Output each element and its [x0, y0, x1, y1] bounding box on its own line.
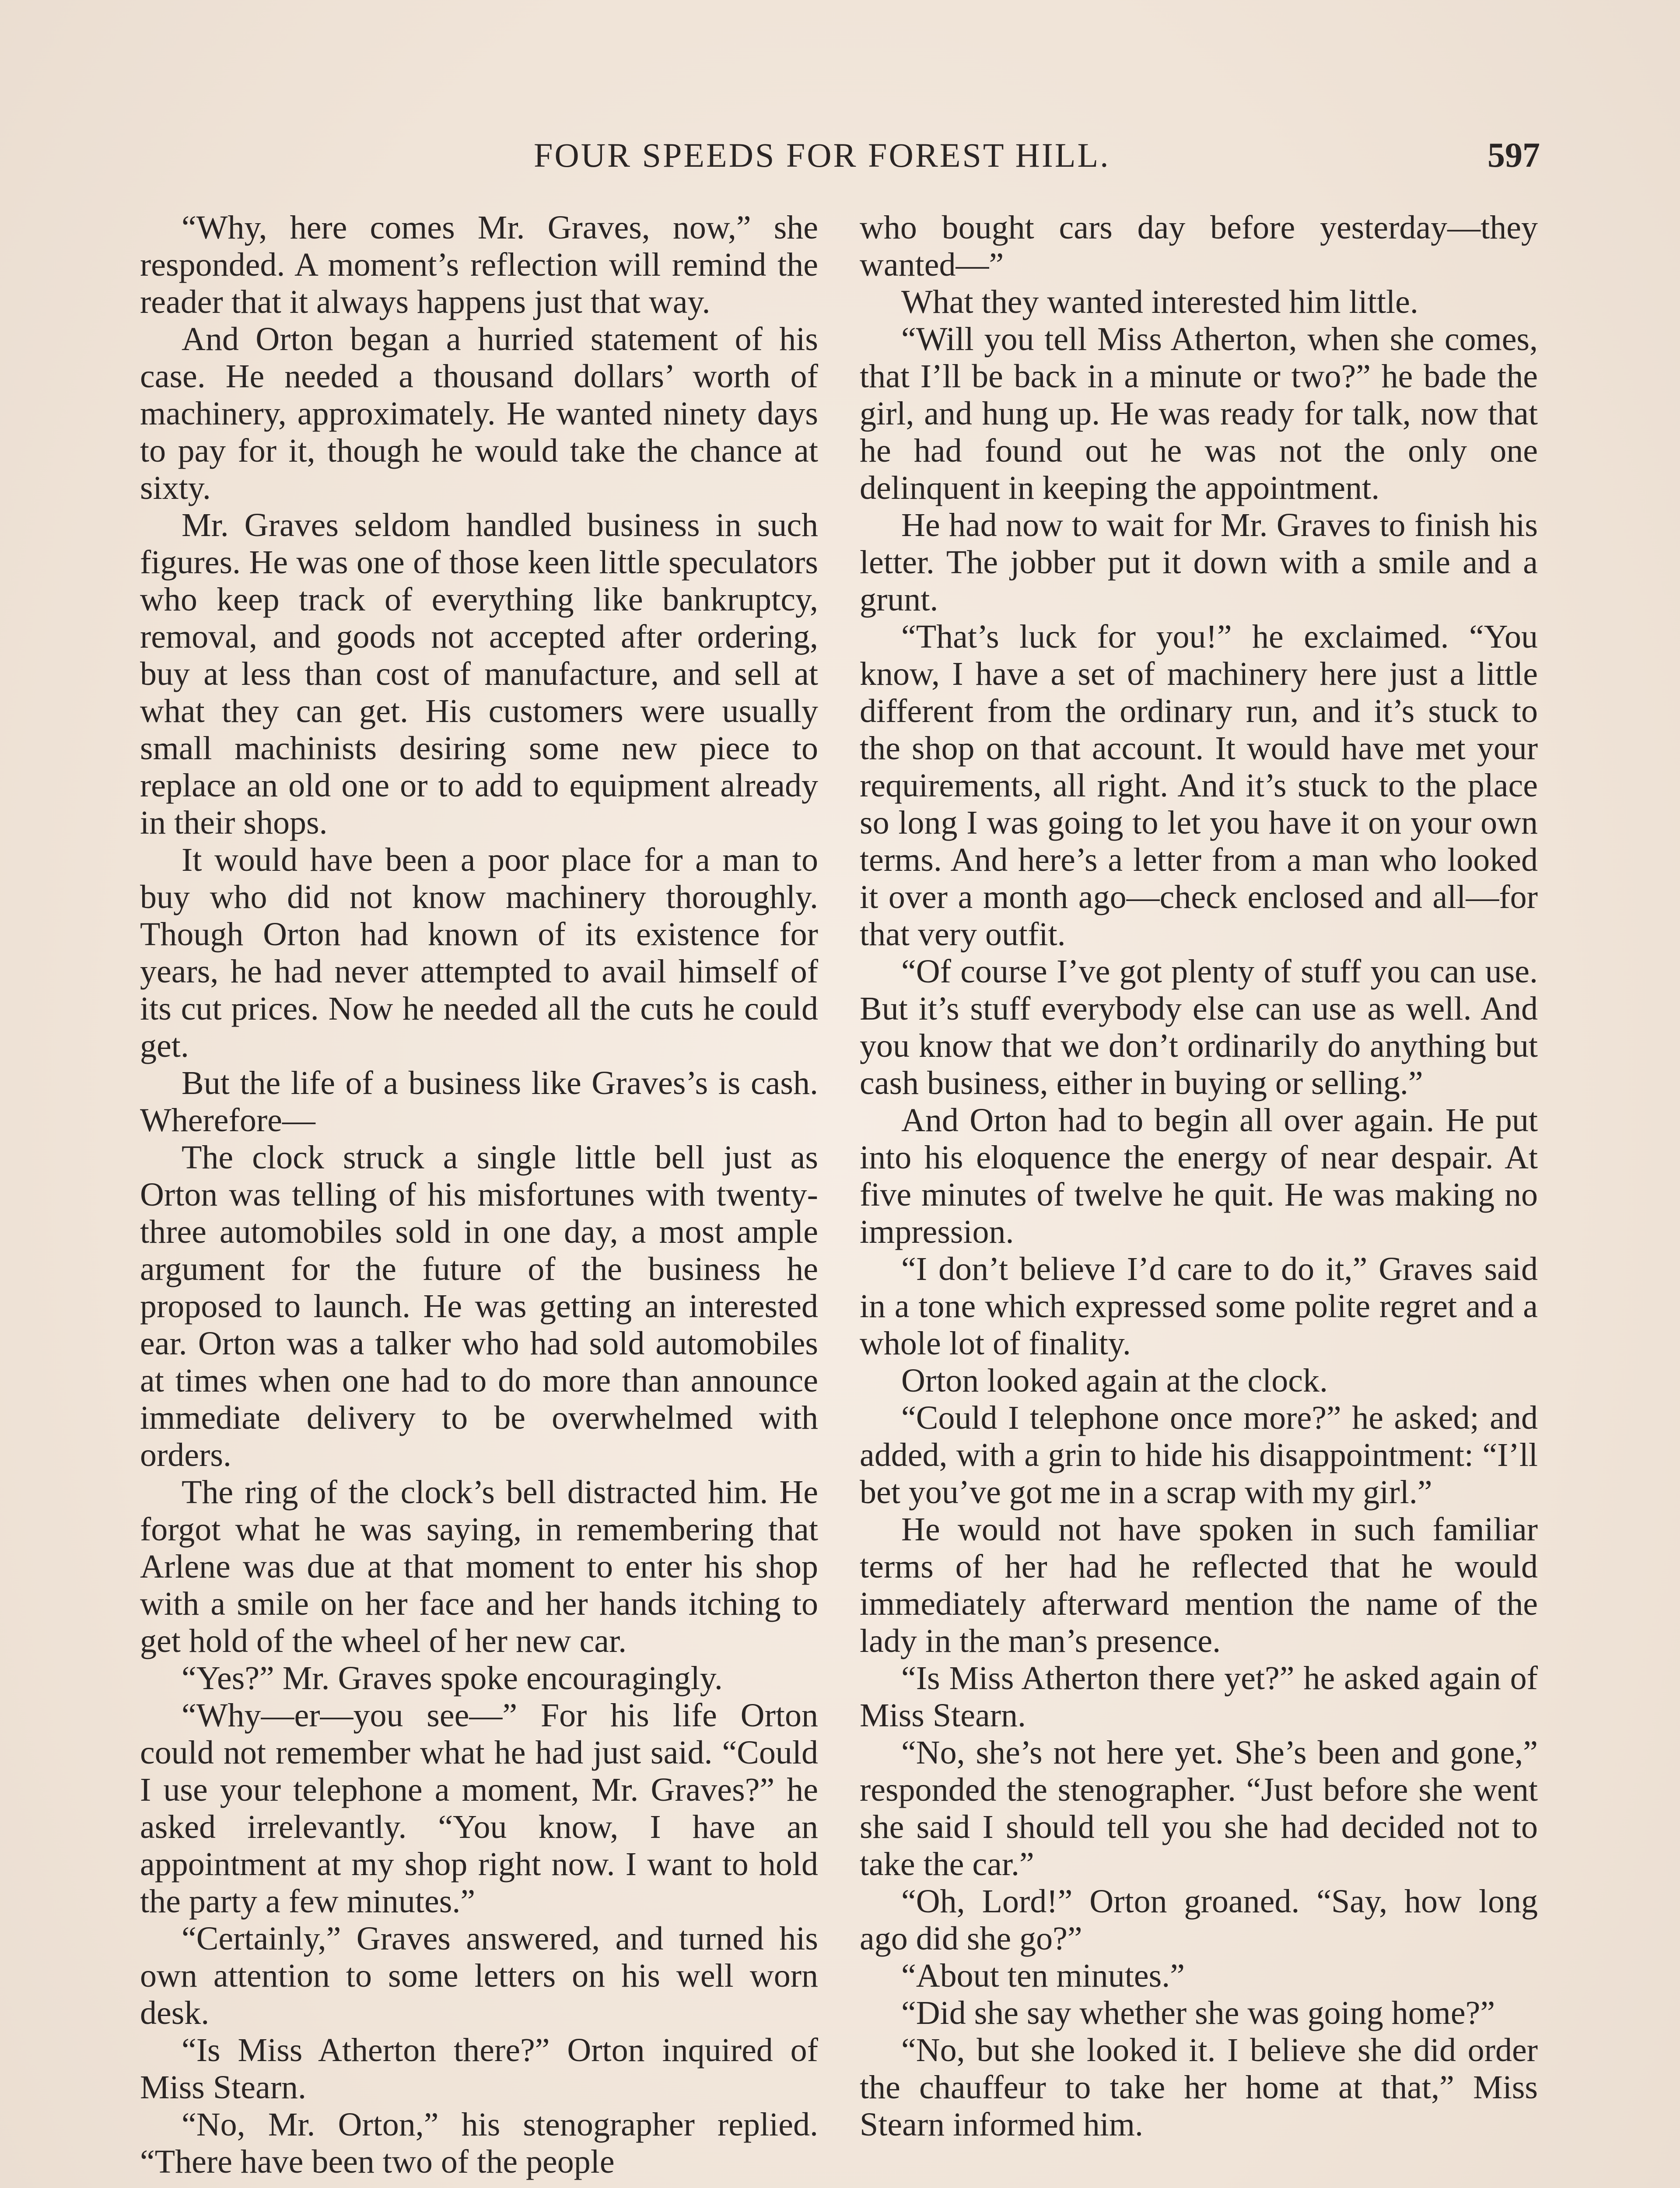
paragraph: But the life of a business like Graves’s is cash. Wherefore—	[140, 1065, 818, 1139]
paragraph: who bought cars day before yesterday—they wanted—”	[860, 209, 1538, 283]
paragraph: “Is Miss Atherton there yet?” he asked again of Miss Stearn.	[860, 1660, 1538, 1734]
paragraph: “That’s luck for you!” he exclaimed. “You know, I have a set of machinery here just a little different from the ordinary run, and it’s stuck to the shop on that account. It would have met your requirements, all right. And it’s stuck to the place so long I was going to let you have it on your own terms. And here’s a letter from a man who looked it over a month ago—check enclosed and all—for that very outfit.	[860, 618, 1538, 953]
paragraph: “Will you tell Miss Atherton, when she comes, that I’ll be back in a minute or two?” he bade the girl, and hung up. He was ready for talk, now that he had found out he was not the only one delinquent in keeping the appointment.	[860, 321, 1538, 506]
paragraph: “Why—er—you see—” For his life Orton could not remember what he had just said. “Could I use your telephone a moment, Mr. Graves?” he asked irrelevantly. “You know, I have an appointment at my shop right now. I want to hold the party a few minutes.”	[140, 1697, 818, 1920]
paragraph: “Oh, Lord!” Orton groaned. “Say, how long ago did she go?”	[860, 1883, 1538, 1957]
page-number: 597	[1488, 136, 1540, 175]
paragraph: “About ten minutes.”	[901, 1957, 1185, 1994]
paragraph: “Did she say whether she was going home?”	[901, 1995, 1495, 2031]
paragraph: Orton looked again at the clock.	[901, 1362, 1328, 1399]
paragraph: Mr. Graves seldom handled business in such figures. He was one of those keen little speculators who keep track of everything like bankruptcy, removal, and goods not accepted after ordering, buy at less than cost of manufacture, and sell at what they can get. His customers were usually small machinists desiring some new piece to replace an old one or to add to equipment already in their shops.	[140, 507, 818, 841]
paragraph: “Certainly,” Graves answered, and turned his own attention to some letters on his well worn desk.	[140, 1920, 818, 2031]
paragraph: What they wanted interested him little.	[901, 284, 1418, 320]
paragraph: “I don’t believe I’d care to do it,” Graves said in a tone which expressed some polite regret and a whole lot of finality.	[860, 1251, 1538, 1362]
paragraph: “Is Miss Atherton there?” Orton inquired of Miss Stearn.	[140, 2032, 818, 2106]
paragraph: “Of course I’ve got plenty of stuff you can use. But it’s stuff everybody else can use as well. And you know that we don’t ordinarily do anything but cash business, either in buying or selling.”	[860, 953, 1538, 1101]
paragraph: And Orton began a hurried statement of his case. He needed a thousand dollars’ worth of machinery, approximately. He wanted ninety days to pay for it, though he would take the chance at sixty.	[140, 321, 818, 506]
paragraph: “No, Mr. Orton,” his stenographer replied. “There have been two of the people	[140, 2106, 818, 2180]
page-header	[140, 131, 1540, 179]
paragraph: It would have been a poor place for a man to buy who did not know machinery thoroughly. Though Orton had known of its existence for years, he had never attempted to avail himself of its cut prices. Now he needed all the cuts he could get.	[140, 842, 818, 1064]
right-text-column	[860, 209, 1538, 2143]
left-text-column	[140, 209, 818, 2181]
paragraph: He had now to wait for Mr. Graves to finish his letter. The jobber put it down with a smile and a grunt.	[860, 507, 1538, 618]
paragraph: “Why, here comes Mr. Graves, now,” she responded. A moment’s reflection will remind the reader that it always happens just that way.	[140, 209, 818, 320]
paragraph: And Orton had to begin all over again. He put into his eloquence the energy of near despair. At five minutes of twelve he quit. He was making no impression.	[860, 1102, 1538, 1250]
paragraph: He would not have spoken in such familiar terms of her had he reflected that he would immediately afterward mention the name of the lady in the man’s presence.	[860, 1511, 1538, 1659]
paragraph: “Could I telephone once more?” he asked; and added, with a grin to hide his disappointment: “I’ll bet you’ve got me in a scrap with my girl.”	[860, 1399, 1538, 1511]
paragraph: “No, she’s not here yet. She’s been and gone,” responded the stenographer. “Just before she went she said I should tell you she had decided not to take the car.”	[860, 1734, 1538, 1883]
paragraph: The ring of the clock’s bell distracted him. He forgot what he was saying, in remembering that Arlene was due at that moment to enter his shop with a smile on her face and her hands itching to get hold of the wheel of her new car.	[140, 1474, 818, 1659]
paragraph: “No, but she looked it. I believe she did order the chauffeur to take her home at that,” Miss Stearn informed him.	[860, 2032, 1538, 2143]
running-title: FOUR SPEEDS FOR FOREST HILL.	[534, 136, 1110, 174]
paragraph: “Yes?” Mr. Graves spoke encouragingly.	[182, 1660, 723, 1697]
paragraph: The clock struck a single little bell just as Orton was telling of his misfortunes with twenty-three automobiles sold in one day, a most ample argument for the future of the business he proposed to launch. He was getting an interested ear. Orton was a talker who had sold automobiles at times when one had to do more than announce immediate delivery to be overwhelmed with orders.	[140, 1139, 818, 1473]
